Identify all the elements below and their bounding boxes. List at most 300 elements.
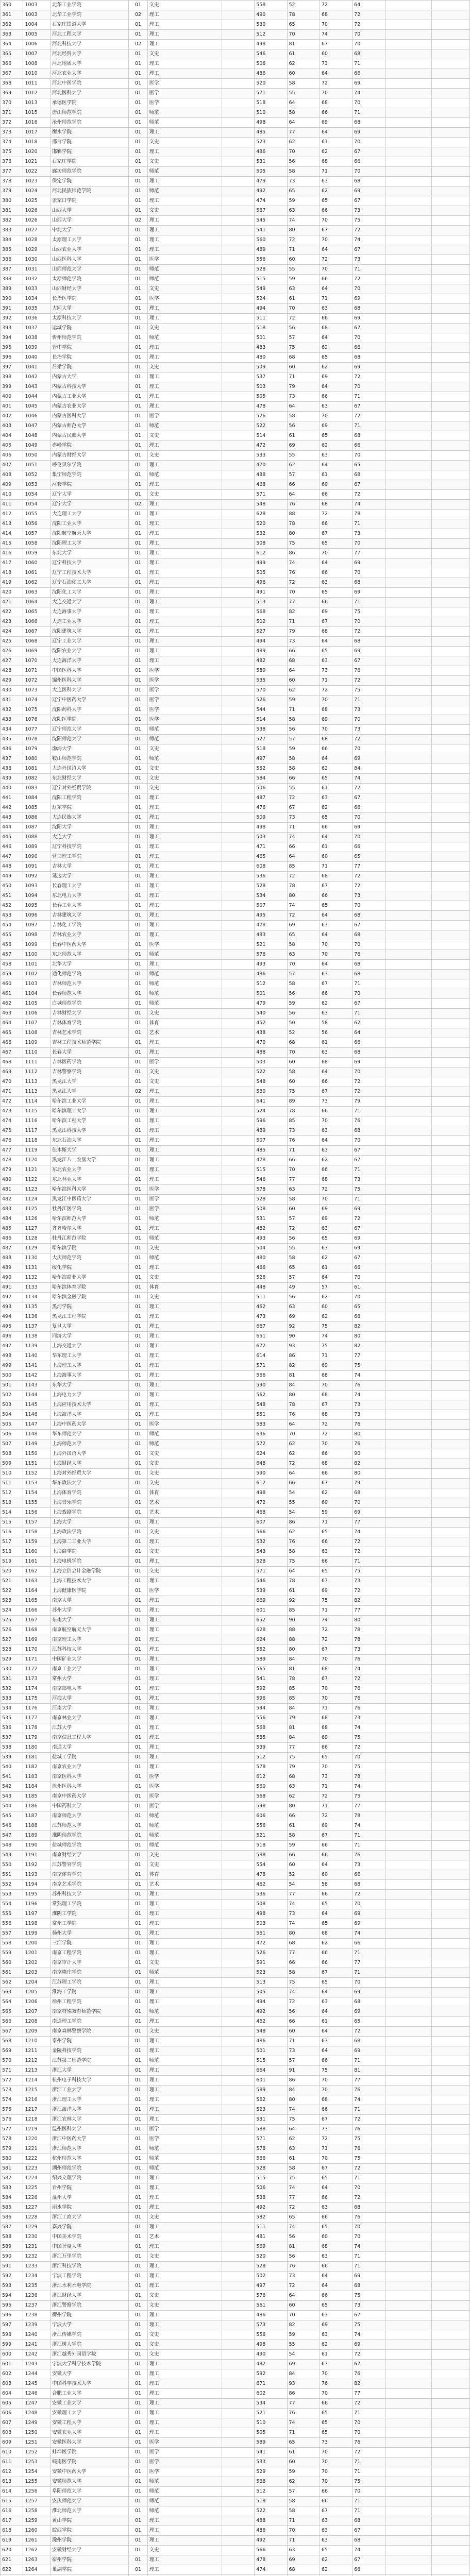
table-cell: 69 [352, 588, 385, 598]
table-cell: 478 [1, 1156, 23, 1165]
table-cell: 62 [320, 1156, 352, 1165]
table-cell: 1151 [23, 1459, 51, 1469]
table-cell [385, 950, 431, 960]
table-cell: 70 [352, 167, 385, 177]
table-cell: 388 [1, 275, 23, 284]
table-cell: 70 [320, 2154, 352, 2164]
table-cell: 上海海事大学 [51, 1371, 129, 1381]
table-cell [222, 1293, 254, 1302]
table-cell: 文史 [147, 1449, 222, 1459]
table-cell: 75 [320, 2066, 352, 2076]
table-row [1, 529, 470, 539]
table-cell: 393 [1, 324, 23, 333]
table-cell: 472 [255, 441, 287, 451]
table-cell: 601 [1, 2360, 23, 2369]
table-cell: 66 [352, 2565, 385, 2575]
table-row [1, 1312, 470, 1322]
table-cell: 57 [287, 1214, 320, 1224]
table-cell: 438 [255, 1028, 287, 1038]
table-cell [385, 324, 431, 333]
table-cell: 487 [1, 1244, 23, 1253]
table-cell: 56 [287, 2252, 320, 2262]
table-cell [222, 314, 254, 324]
table-cell: 01 [129, 2125, 147, 2134]
table-row [1, 2027, 470, 2037]
table-cell [222, 1537, 254, 1547]
table-cell: 理工 [147, 539, 222, 549]
table-cell [222, 1714, 254, 1723]
table-cell [385, 2506, 431, 2516]
table-cell: 596 [1, 2311, 23, 2320]
table-cell: 师范 [147, 421, 222, 431]
table-cell [431, 2311, 469, 2320]
table-cell: 79 [352, 1479, 385, 1488]
table-cell: 1129 [23, 1244, 51, 1253]
table-cell: 黑河学院 [51, 1302, 129, 1312]
table-cell: 73 [320, 666, 352, 676]
table-cell: 512 [255, 30, 287, 40]
table-cell: 72 [352, 735, 385, 744]
table-cell: 理工 [147, 226, 222, 235]
table-cell: 76 [352, 2369, 385, 2379]
table-cell: 辽宁中医药大学 [51, 696, 129, 705]
table-cell: 61 [320, 1263, 352, 1273]
table-row [1, 2046, 470, 2056]
table-cell: 69 [352, 2340, 385, 2350]
table-cell: 南京艺术学院 [51, 1880, 129, 1890]
table-cell: 1183 [23, 1772, 51, 1782]
table-cell: 01 [129, 950, 147, 960]
table-cell [431, 412, 469, 421]
table-cell [431, 1449, 469, 1459]
table-cell: 497 [255, 754, 287, 764]
table-cell [385, 2262, 431, 2272]
table-cell [431, 539, 469, 549]
table-cell: 473 [255, 1312, 287, 1322]
table-row [1, 2272, 470, 2281]
table-cell: 理工 [147, 1087, 222, 1097]
table-cell: 1243 [23, 2360, 51, 2369]
table-cell: 01 [129, 754, 147, 764]
table-cell: 1157 [23, 1518, 51, 1528]
table-cell: 58 [287, 754, 320, 764]
table-cell: 81 [287, 1371, 320, 1381]
table-cell: 56 [287, 421, 320, 431]
table-cell [222, 431, 254, 441]
table-cell: 65 [352, 461, 385, 470]
table-cell: 安徽医科大学 [51, 2438, 129, 2448]
table-cell: 1190 [23, 1841, 51, 1851]
table-cell: 01 [129, 696, 147, 705]
table-cell: 理工 [147, 2320, 222, 2330]
table-cell: 01 [129, 2252, 147, 2262]
table-cell: 01 [129, 1733, 147, 1743]
table-cell: 理工 [147, 558, 222, 568]
table-cell: 62 [320, 1312, 352, 1322]
table-cell: 69 [287, 2555, 320, 2565]
table-cell: 391 [1, 304, 23, 314]
table-cell [431, 167, 469, 177]
table-cell: 69 [320, 1205, 352, 1214]
table-cell: 1072 [23, 676, 51, 686]
table-cell: 72 [320, 2134, 352, 2144]
table-cell: 01 [129, 2066, 147, 2076]
table-cell [385, 1391, 431, 1400]
table-cell [385, 852, 431, 862]
table-cell: 72 [287, 1997, 320, 2007]
table-cell: 1182 [23, 1762, 51, 1772]
table-cell [385, 235, 431, 245]
table-cell: 山西大学 [51, 206, 129, 216]
table-cell: 66 [352, 441, 385, 451]
table-cell: 397 [1, 363, 23, 372]
table-cell [222, 2301, 254, 2311]
table-cell: 01 [129, 461, 147, 470]
table-cell [222, 1175, 254, 1185]
table-cell: 89 [287, 1097, 320, 1107]
table-cell: 67 [320, 617, 352, 627]
table-cell: 01 [129, 1028, 147, 1038]
table-cell: 01 [129, 1723, 147, 1733]
table-cell: 76 [352, 1694, 385, 1704]
table-cell: 556 [1, 1919, 23, 1929]
table-cell: 390 [1, 294, 23, 304]
table-cell: 1025 [23, 196, 51, 206]
table-cell: 01 [129, 2389, 147, 2399]
table-row [1, 1635, 470, 1645]
table-cell [222, 1126, 254, 1136]
table-cell: 理工 [147, 862, 222, 872]
table-cell: 70 [287, 304, 320, 314]
table-cell: 1086 [23, 813, 51, 823]
table-row [1, 1772, 470, 1782]
table-cell [431, 1430, 469, 1439]
table-cell: 文史 [147, 138, 222, 147]
table-cell: 571 [1, 2066, 23, 2076]
table-cell [222, 1371, 254, 1381]
table-cell: 师范 [147, 979, 222, 989]
table-cell: 01 [129, 1, 147, 10]
table-cell: 理工 [147, 1900, 222, 1909]
table-cell: 360 [1, 1, 23, 10]
table-cell: 01 [129, 1988, 147, 1997]
table-cell: 文史 [147, 451, 222, 461]
table-cell: 理工 [147, 1997, 222, 2007]
table-cell: 理工 [147, 1381, 222, 1391]
table-cell: 75 [320, 1342, 352, 1351]
table-cell: 619 [1, 2536, 23, 2546]
table-cell [431, 588, 469, 598]
table-row [1, 2037, 470, 2046]
table-cell: 70 [320, 1195, 352, 1205]
table-cell: 浙江中医药大学 [51, 2134, 129, 2144]
table-cell: 1145 [23, 1400, 51, 1410]
table-cell: 563 [1, 1988, 23, 1997]
table-cell: 01 [129, 1038, 147, 1048]
table-cell: 74 [352, 235, 385, 245]
table-cell [222, 265, 254, 275]
table-row [1, 1009, 470, 1019]
table-cell: 理工 [147, 1596, 222, 1606]
table-cell [431, 1831, 469, 1841]
table-cell: 526 [255, 1273, 287, 1283]
table-cell: 556 [255, 2330, 287, 2340]
table-cell: 70 [352, 1136, 385, 1146]
table-cell [431, 2477, 469, 2487]
table-cell [222, 177, 254, 187]
table-cell: 64 [320, 2007, 352, 2017]
table-cell: 570 [255, 686, 287, 696]
table-cell: 1161 [23, 1557, 51, 1567]
table-cell: 上海对外经贸大学 [51, 1469, 129, 1479]
table-cell [222, 235, 254, 245]
table-cell: 65 [320, 1900, 352, 1909]
table-cell: 68 [320, 705, 352, 715]
table-cell: 01 [129, 402, 147, 412]
table-cell: 595 [1, 2301, 23, 2311]
table-row [1, 2056, 470, 2066]
table-row [1, 2458, 470, 2467]
table-cell: 1093 [23, 882, 51, 891]
table-cell [222, 842, 254, 852]
table-cell: 1179 [23, 1733, 51, 1743]
table-cell: 河北工程大学 [51, 30, 129, 40]
table-cell: 61 [320, 842, 352, 852]
table-cell [385, 333, 431, 343]
table-cell [385, 1420, 431, 1430]
table-cell [222, 1577, 254, 1586]
table-cell: 66 [352, 842, 385, 852]
table-cell: 68 [352, 118, 385, 128]
table-cell: 490 [255, 10, 287, 20]
table-cell [431, 402, 469, 412]
table-cell: 452 [255, 1019, 287, 1028]
table-cell: 01 [129, 2281, 147, 2291]
table-cell [222, 1342, 254, 1351]
table-cell [385, 2360, 431, 2369]
table-cell: 师范 [147, 2477, 222, 2487]
table-row [1, 676, 470, 686]
table-row [1, 118, 470, 128]
table-cell [385, 1175, 431, 1185]
table-cell: 皖南医学院 [51, 2458, 129, 2467]
table-cell [222, 1116, 254, 1126]
table-cell: 381 [1, 206, 23, 216]
table-cell: 412 [1, 510, 23, 519]
table-cell: 75 [287, 1087, 320, 1097]
table-row [1, 1449, 470, 1459]
table-cell: 67 [352, 1146, 385, 1156]
table-cell: 498 [255, 118, 287, 128]
table-cell: 480 [1, 1175, 23, 1185]
table-cell [385, 2428, 431, 2438]
table-cell: 73 [287, 813, 320, 823]
table-cell: 承德医学院 [51, 98, 129, 108]
table-cell: 551 [1, 1870, 23, 1880]
table-cell: 561 [255, 1929, 287, 1939]
table-cell: 572 [1, 2076, 23, 2086]
table-cell: 沈阳农业大学 [51, 647, 129, 656]
table-cell: 571 [255, 1361, 287, 1371]
table-cell [385, 1782, 431, 1792]
table-cell: 71 [352, 1831, 385, 1841]
table-cell: 哈尔滨师范大学 [51, 1214, 129, 1224]
table-cell [222, 1077, 254, 1087]
table-cell [385, 2379, 431, 2389]
table-cell [385, 69, 431, 79]
table-cell [385, 1058, 431, 1067]
table-cell: 524 [255, 294, 287, 304]
table-cell: 1020 [23, 147, 51, 157]
table-cell [385, 2526, 431, 2536]
table-cell: 498 [255, 2340, 287, 2350]
table-cell [385, 1048, 431, 1058]
table-cell: 01 [129, 862, 147, 872]
table-cell [431, 1498, 469, 1508]
table-cell: 1050 [23, 451, 51, 461]
table-cell: 63 [320, 921, 352, 930]
table-cell: 苏州大学 [51, 1606, 129, 1616]
table-cell [431, 1067, 469, 1077]
table-cell: 568 [255, 1723, 287, 1733]
table-cell [222, 196, 254, 206]
table-cell [222, 2095, 254, 2105]
table-cell [222, 255, 254, 265]
table-cell [431, 206, 469, 216]
table-cell: 01 [129, 686, 147, 696]
table-cell: 01 [129, 392, 147, 402]
table-cell: 通化师范学院 [51, 970, 129, 979]
table-cell: 447 [1, 852, 23, 862]
table-cell: 523 [1, 1596, 23, 1606]
table-cell: 579 [1, 2144, 23, 2154]
table-cell: 512 [255, 1753, 287, 1762]
table-cell: 500 [1, 1371, 23, 1381]
table-cell [431, 1038, 469, 1048]
table-cell [385, 2399, 431, 2409]
table-cell: 01 [129, 1508, 147, 1518]
table-cell: 师范 [147, 2497, 222, 2506]
table-cell: 667 [255, 1322, 287, 1332]
table-cell: 590 [1, 2252, 23, 2262]
table-cell: 470 [255, 1038, 287, 1048]
table-cell [385, 1596, 431, 1606]
table-cell [222, 656, 254, 666]
table-cell [222, 2369, 254, 2379]
table-cell: 1013 [23, 98, 51, 108]
table-cell [222, 2105, 254, 2115]
table-cell [385, 647, 431, 656]
table-cell: 理工 [147, 833, 222, 842]
table-cell: 60 [287, 1205, 320, 1214]
table-cell [431, 774, 469, 784]
table-cell: 沈阳师范大学 [51, 735, 129, 744]
table-cell [431, 1391, 469, 1400]
table-row [1, 2360, 470, 2369]
table-cell [385, 1293, 431, 1302]
table-cell: 64 [320, 69, 352, 79]
table-row [1, 725, 470, 735]
table-cell: 423 [1, 617, 23, 627]
table-cell: 长春中医药大学 [51, 940, 129, 950]
table-cell: 530 [255, 1087, 287, 1097]
table-cell: 517 [1, 1537, 23, 1547]
table-cell: 610 [1, 2448, 23, 2458]
table-cell: 56 [287, 725, 320, 735]
table-cell: 01 [129, 784, 147, 793]
table-cell: 1236 [23, 2291, 51, 2301]
table-cell [222, 333, 254, 343]
table-cell [222, 304, 254, 314]
table-cell: 01 [129, 1253, 147, 1263]
table-row [1, 2301, 470, 2311]
table-cell: 62 [287, 2134, 320, 2144]
table-cell: 1118 [23, 1136, 51, 1146]
table-cell [222, 1684, 254, 1694]
table-cell: 76 [287, 500, 320, 510]
table-cell: 72 [352, 412, 385, 421]
table-cell: 理工 [147, 1342, 222, 1351]
table-cell: 541 [1, 1772, 23, 1782]
table-cell [431, 1028, 469, 1038]
table-cell: 54 [287, 1488, 320, 1498]
table-cell: 1098 [23, 930, 51, 940]
table-cell: 1105 [23, 999, 51, 1009]
table-cell: 74 [287, 2105, 320, 2115]
table-cell [222, 1439, 254, 1449]
table-cell [431, 1322, 469, 1332]
table-cell [222, 2389, 254, 2399]
table-cell: 489 [255, 1126, 287, 1136]
table-cell: 67 [352, 2555, 385, 2565]
table-cell [431, 1116, 469, 1126]
table-cell [431, 2144, 469, 2154]
table-cell [222, 940, 254, 950]
table-cell [385, 676, 431, 686]
table-cell: 573 [255, 2320, 287, 2330]
table-cell: 491 [255, 588, 287, 598]
table-cell [431, 216, 469, 226]
table-cell [385, 343, 431, 353]
table-cell [222, 1802, 254, 1811]
table-cell: 理工 [147, 2360, 222, 2369]
table-cell: 理工 [147, 1175, 222, 1185]
table-cell: 64 [287, 2291, 320, 2301]
table-cell: 1171 [23, 1655, 51, 1665]
table-cell [431, 1312, 469, 1322]
table-cell: 71 [352, 2467, 385, 2477]
table-row [1, 333, 470, 343]
table-cell: 68 [320, 10, 352, 20]
table-cell: 578 [255, 1185, 287, 1195]
table-cell: 68 [320, 1459, 352, 1469]
table-cell [385, 1244, 431, 1253]
table-cell: 01 [129, 108, 147, 118]
table-cell [385, 813, 431, 823]
table-cell [385, 2164, 431, 2174]
table-cell: 01 [129, 960, 147, 970]
table-cell: 师范 [147, 108, 222, 118]
table-cell: 01 [129, 2369, 147, 2379]
table-cell: 69 [352, 187, 385, 196]
table-cell: 沈阳航空航天大学 [51, 529, 129, 539]
table-cell [385, 2438, 431, 2448]
table-cell: 453 [1, 911, 23, 921]
table-cell: 01 [129, 539, 147, 549]
table-row [1, 1371, 470, 1381]
table-cell: 471 [1, 1087, 23, 1097]
table-cell: 01 [129, 588, 147, 598]
